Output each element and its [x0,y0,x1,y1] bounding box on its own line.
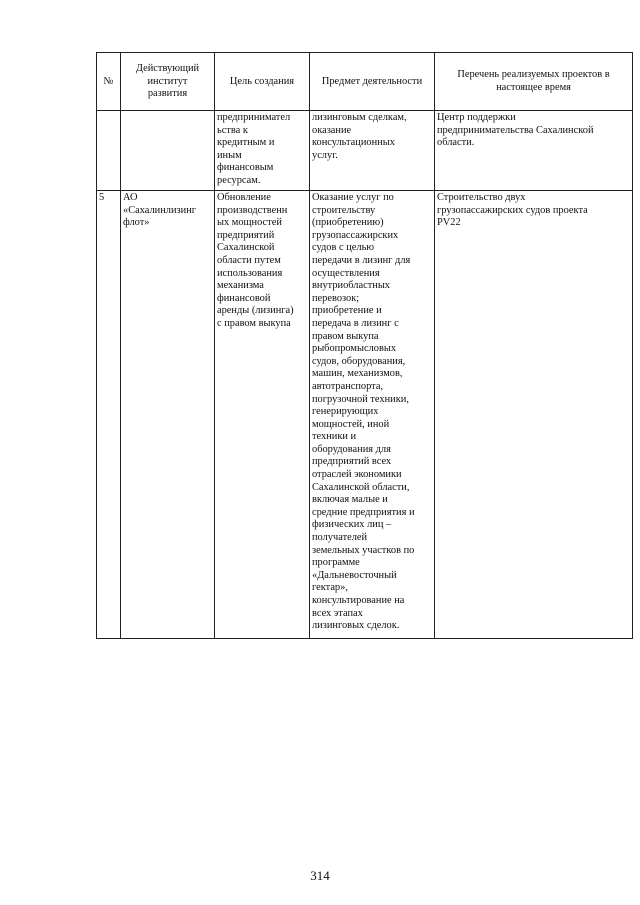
header-institute: Действующий институт развития [121,53,215,111]
activity-cell: Оказание услуг по строительству (приобретению) грузопассажирских судов с целью передачи в лизинг для осуществления внутриобластных перевозок; приобретение и передача в лизинг с правом выкупа рыбопромысловых судов, оборудования, машин, механизмов, автотранспорта, погрузочной техники, генерирующих мощностей, иной техники и оборудования для предприятий всех отраслей экономики Сахалинской области, включая малые и средние предприятия и физических лиц – получателей земельных участков по программе «Дальневосточный гектар», консультирование на всех этапах лизинговых сделок. [310,191,435,639]
row-number-cell [97,111,121,191]
projects-cell: Центр поддержки предпринимательства Сахалинской области. [435,111,633,191]
development-institutes-table [96,52,633,639]
row-number-cell: 5 [97,191,121,639]
goal-cell: предпринимател ьства к кредитным и иным финансовым ресурсам. [215,111,310,191]
table-row [97,111,633,191]
projects-cell: Строительство двух грузопассажирских судов проекта PV22 [435,191,633,639]
table-header-row [97,53,633,111]
goal-cell: Обновление производственн ых мощностей предприятий Сахалинской области путем использования механизма финансовой аренды (лизинга) с правом выкупа [215,191,310,639]
activity-cell: лизинговым сделкам, оказание консультационных услуг. [310,111,435,191]
header-number: № [97,53,121,111]
institute-cell [121,111,215,191]
page-number: 314 [310,868,330,883]
header-activity: Предмет деятельности [310,53,435,111]
institute-cell: АО «Сахалинлизинг флот» [121,191,215,639]
table-row [97,191,633,639]
header-projects: Перечень реализуемых проектов в настоящее время [435,53,633,111]
header-goal: Цель создания [215,53,310,111]
